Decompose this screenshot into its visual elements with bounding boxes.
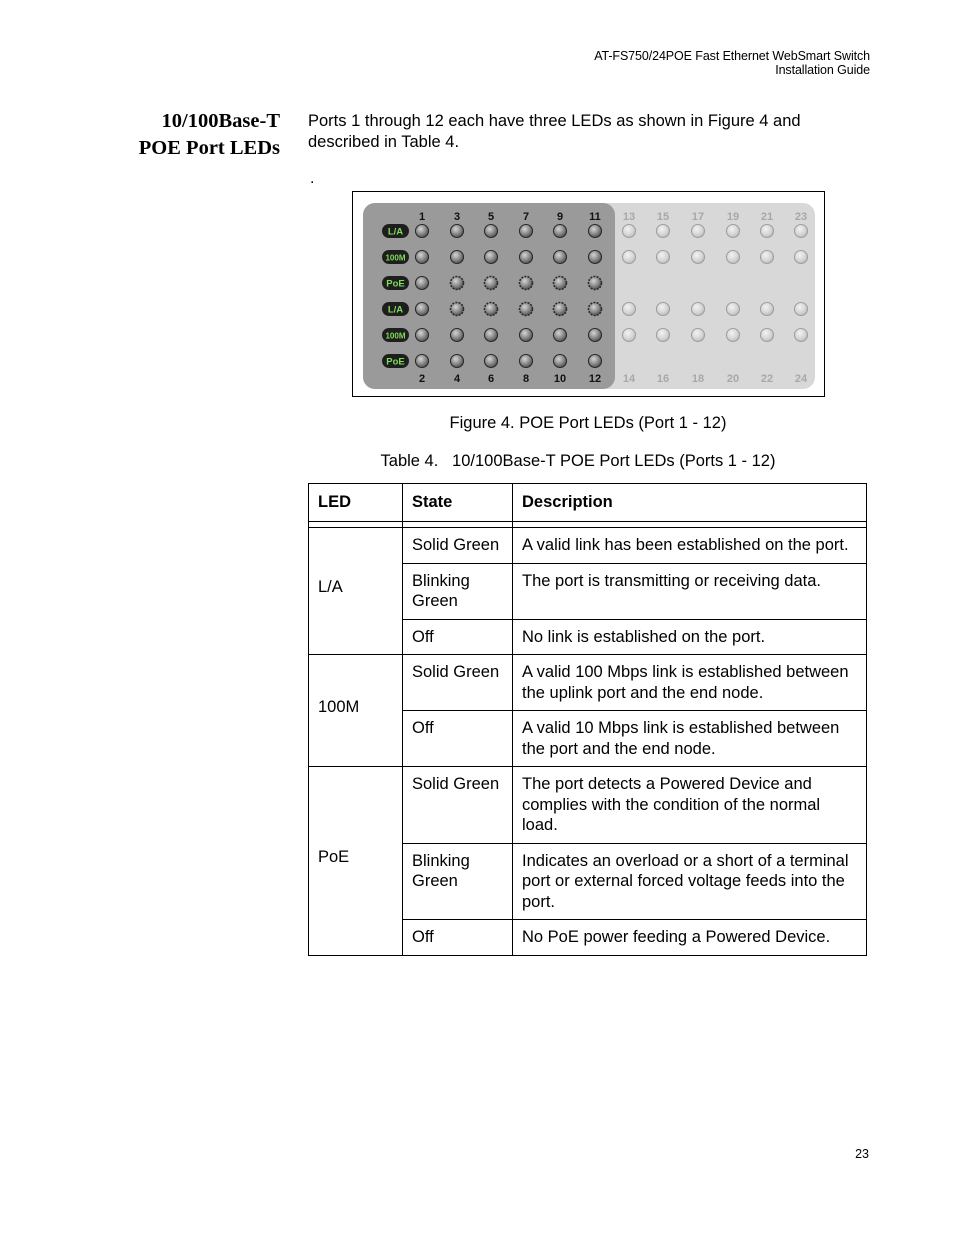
port-number-top: 21 [760,211,774,223]
figure-caption: Figure 4. POE Port LEDs (Port 1 - 12) [449,414,727,432]
header-description: Description [513,484,867,522]
led-indicator-inactive [795,303,808,316]
led-indicator-active [589,329,602,342]
section-heading-line-2: POE Port LEDs [138,137,280,159]
led-indicator-active [416,355,429,368]
led-indicator-active [416,251,429,264]
led-indicator-inactive [692,303,705,316]
state-cell: Solid Green [403,767,513,844]
state-cell: Off [403,619,513,655]
port-number-bottom: 16 [656,373,670,385]
port-number-bottom: 14 [622,373,636,385]
port-number-top: 23 [794,211,808,223]
port-number-top: 5 [487,211,495,223]
state-cell: Off [403,920,513,956]
led-indicator-active [451,251,464,264]
table-row [309,767,867,844]
led-indicator-inactive [761,225,774,238]
led-indicator-active [520,277,533,290]
table-header-row [309,484,867,522]
port-number-top: 7 [522,211,530,223]
port-number-top: 3 [453,211,461,223]
led-indicator-inactive [692,329,705,342]
led-indicator-active [485,329,498,342]
table-row [309,655,867,711]
led-indicator-active [416,277,429,290]
led-indicator-inactive [692,225,705,238]
led-indicator-active [589,303,602,316]
led-indicator-active [451,225,464,238]
led-label-text: PoE [386,356,405,368]
led-indicator-active [554,329,567,342]
led-indicator-active [485,225,498,238]
description-cell: Indicates an overload or a short of a terminal port or external forced voltage feeds into the port. [513,843,867,920]
section-heading [110,108,280,162]
port-number-top: 11 [589,211,601,223]
port-number-bottom: 6 [487,373,495,385]
led-indicator-active [589,251,602,264]
led-panel-illustration [353,192,826,398]
port-number-top: 9 [556,211,564,223]
led-indicator-inactive [623,303,636,316]
state-cell: Solid Green [403,528,513,564]
led-indicator-active [554,251,567,264]
led-label-text: 100M [385,253,406,263]
led-label-text: 100M [385,331,406,341]
state-cell: Blinking Green [403,843,513,920]
stray-mark: . [310,170,315,187]
port-number-top: 19 [726,211,740,223]
led-indicator-active [485,355,498,368]
page-number: 23 [855,1147,869,1161]
led-indicator-active [451,355,464,368]
led-indicator-active [416,303,429,316]
led-indicator-inactive [623,251,636,264]
port-number-bottom: 2 [418,373,426,385]
section-heading-line-1: 10/100Base-T [161,110,280,132]
port-number-bottom: 10 [553,373,567,385]
led-cell-la: L/A [309,528,403,655]
led-indicator-inactive [657,251,670,264]
state-cell: Off [403,711,513,767]
port-number-bottom: 18 [691,373,705,385]
led-cell-100m: 100M [309,655,403,767]
led-indicator-active [451,303,464,316]
led-indicator-active [520,225,533,238]
led-indicator-inactive [795,225,808,238]
led-indicator-inactive [692,251,705,264]
led-indicator-active [451,329,464,342]
led-indicator-active [520,303,533,316]
led-label-pill [382,354,409,368]
description-cell: A valid link has been established on the port. [513,528,867,564]
intro-paragraph: Ports 1 through 12 each have three LEDs as shown in Figure 4 and described in Table 4. [308,112,801,151]
figure-frame [352,191,825,397]
port-number-bottom: 22 [760,373,774,385]
led-indicator-active [520,355,533,368]
port-number-bottom: 24 [794,373,808,385]
led-label-pill [382,276,409,290]
running-header: AT-FS750/24POE Fast Ethernet WebSmart Switch Installation Guide [594,49,870,77]
led-indicator-inactive [623,225,636,238]
led-indicator-active [554,225,567,238]
led-label-pill [382,224,409,238]
led-indicator-active [554,277,567,290]
state-cell: Blinking Green [403,563,513,619]
led-indicator-active [485,251,498,264]
led-label-pill [382,328,409,342]
led-indicator-inactive [657,303,670,316]
led-indicator-active [416,225,429,238]
port-number-bottom: 4 [453,373,461,385]
led-indicator-inactive [761,251,774,264]
led-indicator-active [451,277,464,290]
led-indicator-inactive [727,329,740,342]
led-indicator-active [520,329,533,342]
led-indicator-active [554,303,567,316]
description-cell: A valid 100 Mbps link is established between the uplink port and the end node. [513,655,867,711]
led-cell-poe: PoE [309,767,403,956]
description-cell: The port is transmitting or receiving data. [513,563,867,619]
port-number-top: 15 [656,211,670,223]
led-indicator-inactive [657,329,670,342]
table-title: Table 4. 10/100Base-T POE Port LEDs (Ports 1 - 12) [380,452,776,470]
led-indicator-inactive [761,303,774,316]
header-state: State [403,484,513,522]
led-indicator-inactive [727,303,740,316]
led-indicator-active [554,355,567,368]
led-indicator-active [589,355,602,368]
port-number-bottom: 20 [726,373,740,385]
led-label-pill [382,302,409,316]
port-number-top: 1 [418,211,426,223]
description-cell: The port detects a Powered Device and complies with the condition of the normal load. [513,767,867,844]
table-row [309,528,867,564]
description-cell: No PoE power feeding a Powered Device. [513,920,867,956]
port-number-bottom: 12 [588,373,602,385]
led-indicator-active [520,251,533,264]
led-indicator-active [485,303,498,316]
port-number-top: 17 [691,211,705,223]
led-indicator-inactive [761,329,774,342]
led-indicator-active [589,277,602,290]
led-indicator-active [485,277,498,290]
led-indicator-inactive [727,251,740,264]
led-indicator-inactive [657,225,670,238]
led-label-text: L/A [387,226,404,238]
led-indicator-inactive [623,329,636,342]
port-number-bottom: 8 [522,373,530,385]
led-indicator-inactive [795,251,808,264]
port-number-top: 13 [622,211,636,223]
led-indicator-inactive [795,329,808,342]
led-indicator-active [589,225,602,238]
led-label-pill [382,250,409,264]
description-cell: No link is established on the port. [513,619,867,655]
led-label-text: PoE [386,278,405,290]
state-cell: Solid Green [403,655,513,711]
led-label-text: L/A [387,304,404,316]
led-status-table [308,483,867,956]
description-cell: A valid 10 Mbps link is established between the port and the end node. [513,711,867,767]
led-indicator-active [416,329,429,342]
header-led: LED [309,484,403,522]
led-indicator-inactive [727,225,740,238]
